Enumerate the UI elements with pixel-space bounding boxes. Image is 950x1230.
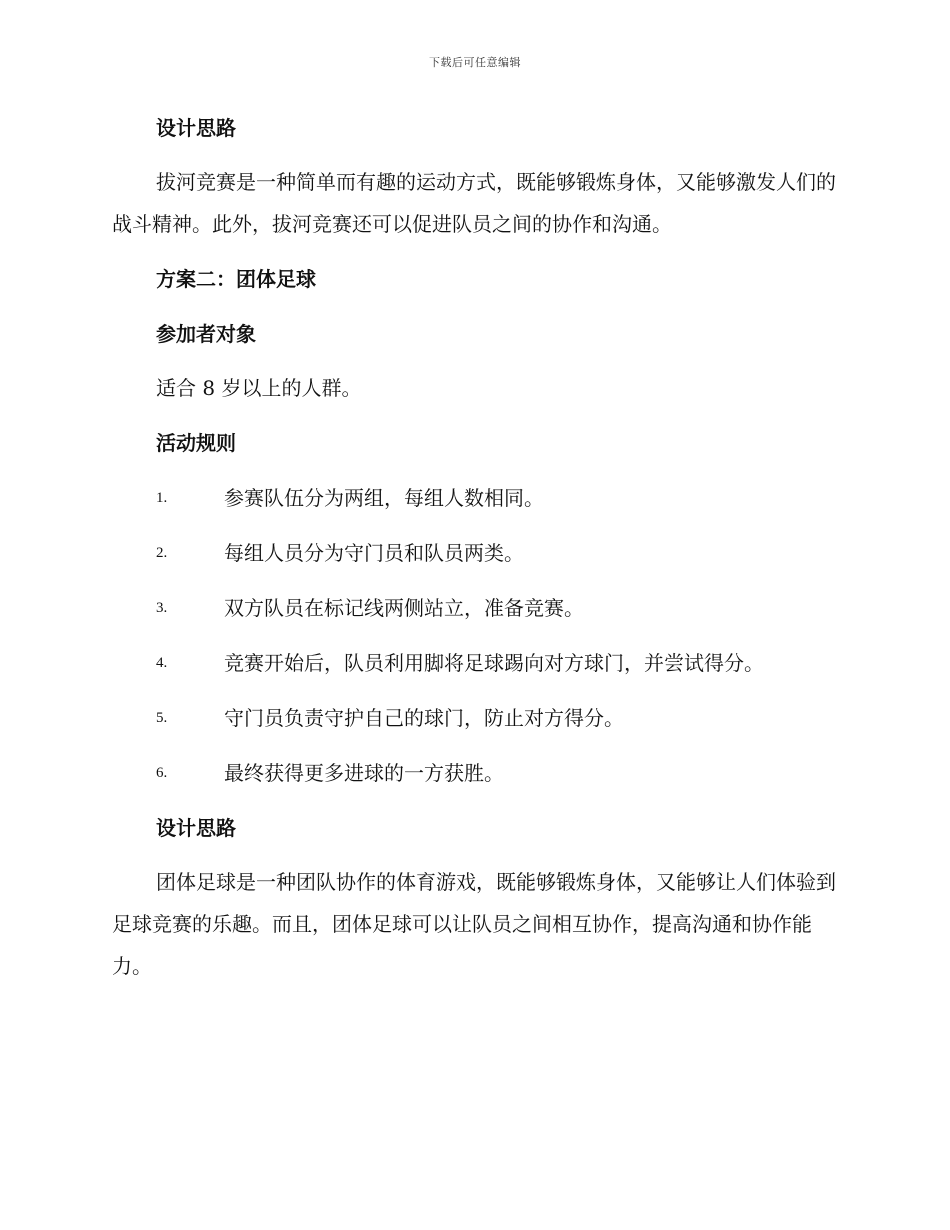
- paragraph-design-2: 团体足球是一种团队协作的体育游戏，既能够锻炼身体，又能够让人们体验到足球竞赛的乐趣。而且，团体足球可以让队员之间相互协作，提高沟通和协作能力。: [112, 870, 836, 978]
- list-item-number: 2.: [156, 545, 168, 561]
- paragraph-design-1: 拔河竞赛是一种简单而有趣的运动方式，既能够锻炼身体，又能够激发人们的战斗精神。此外，拔河竞赛还可以促进队员之间的协作和沟通。: [112, 170, 836, 236]
- section-heading-rules: 活动规则: [156, 431, 236, 455]
- plan-title: 方案二：团体足球: [156, 267, 316, 291]
- list-item-number: 5.: [156, 710, 168, 726]
- list-item: [156, 539, 856, 567]
- list-item-number: 4.: [156, 655, 168, 671]
- section-heading-design-1: 设计思路: [156, 116, 236, 140]
- list-item-number: 3.: [156, 600, 168, 616]
- paragraph-participants: 适合 8 岁以上的人群。: [156, 376, 362, 400]
- list-item: [156, 704, 856, 732]
- list-item-text: 参赛队伍分为两组，每组人数相同。: [224, 486, 544, 510]
- list-item-number: 6.: [156, 765, 168, 781]
- list-item: [156, 484, 856, 512]
- list-item-text: 每组人员分为守门员和队员两类。: [224, 541, 524, 565]
- list-item: [156, 594, 856, 622]
- page-header: 下载后可任意编辑: [429, 56, 521, 69]
- list-item-text: 守门员负责守护自己的球门，防止对方得分。: [224, 706, 624, 730]
- list-item: [156, 649, 856, 677]
- list-item-text: 竞赛开始后，队员利用脚将足球踢向对方球门，并尝试得分。: [224, 651, 764, 675]
- list-item: [156, 759, 856, 787]
- list-item-text: 最终获得更多进球的一方获胜。: [224, 761, 504, 785]
- list-item-number: 1.: [156, 490, 168, 506]
- section-heading-participants: 参加者对象: [156, 322, 256, 346]
- section-heading-design-2: 设计思路: [156, 816, 236, 840]
- list-item-text: 双方队员在标记线两侧站立，准备竞赛。: [224, 596, 584, 620]
